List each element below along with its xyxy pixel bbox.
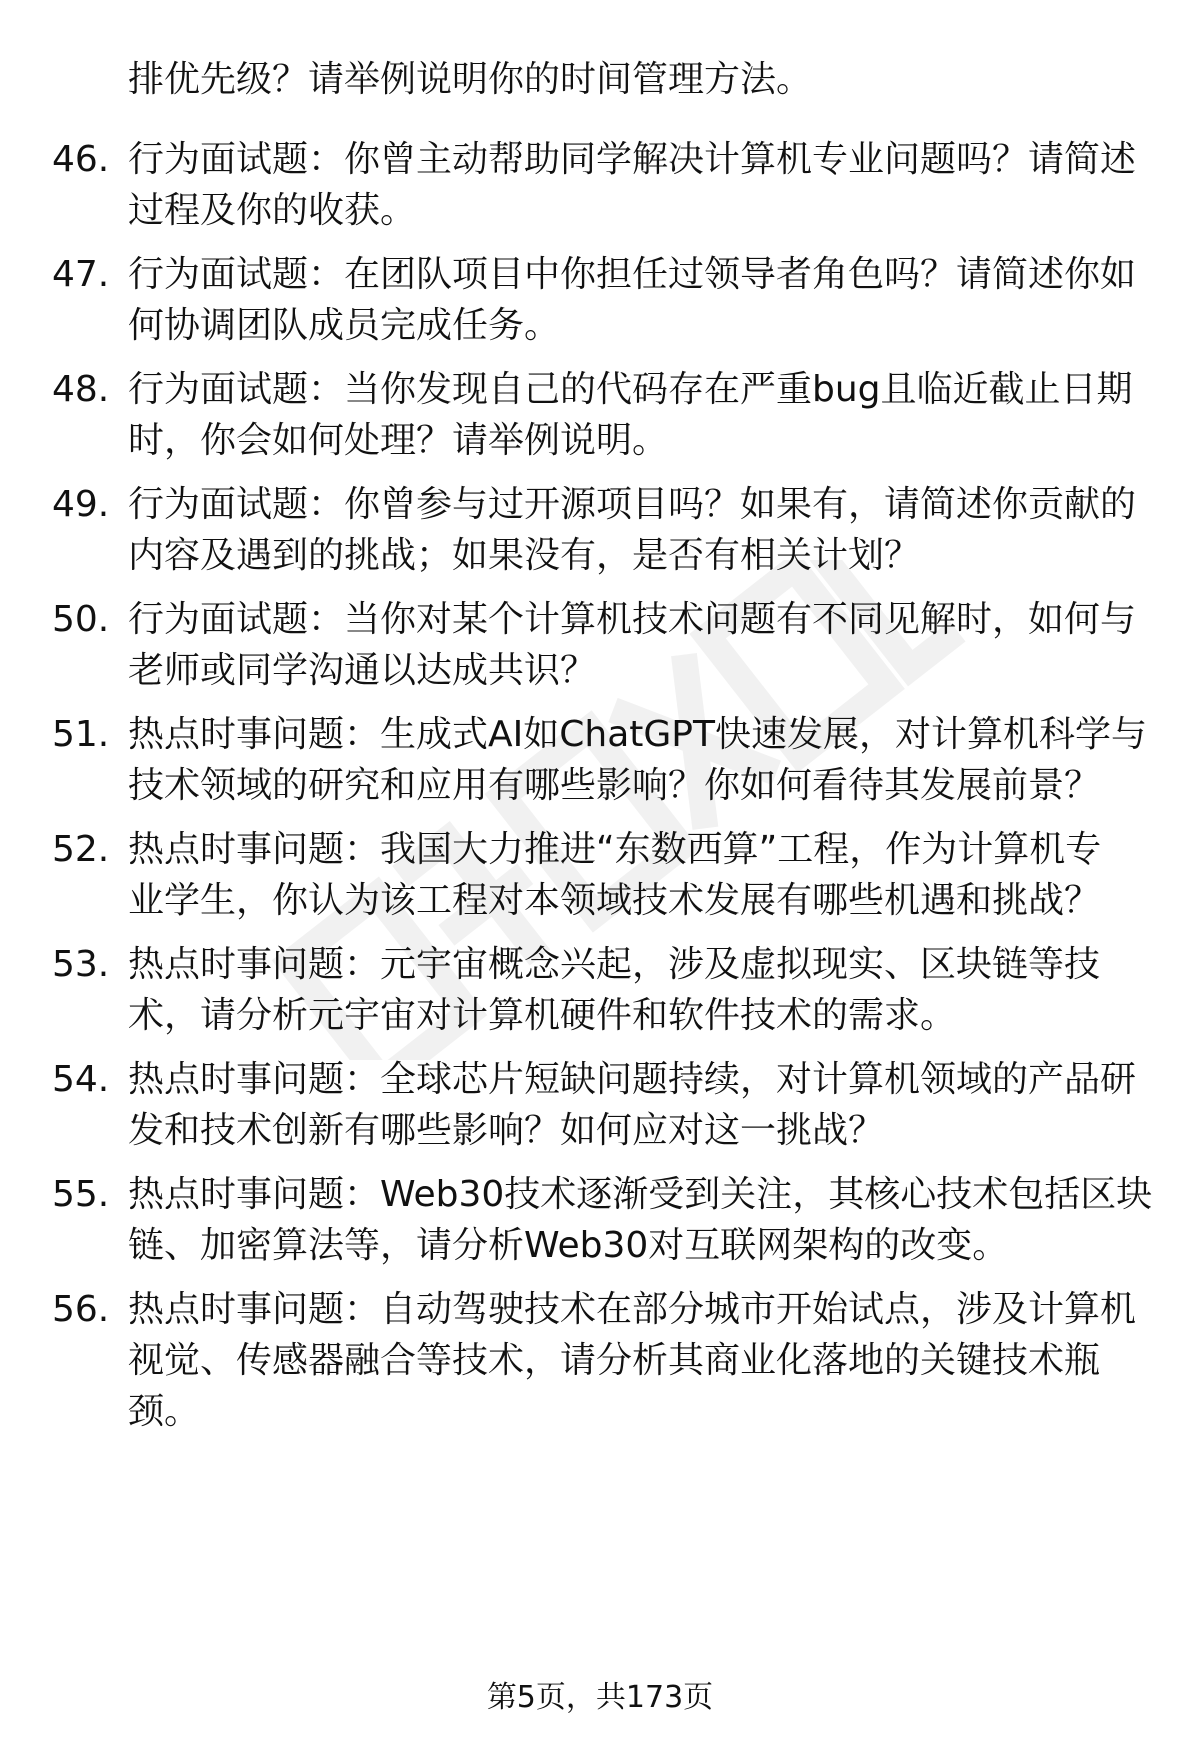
- item-text-line: 内容及遇到的挑战；如果没有，是否有相关计划？: [128, 535, 921, 576]
- item-text-line: 行为面试题：当你发现自己的代码存在严重bug且临近截止日期: [128, 369, 1133, 410]
- item-text-line: 老师或同学沟通以达成共识？: [128, 650, 597, 691]
- item-text-line: 何协调团队成员完成任务。: [128, 305, 561, 346]
- item-number: 53.: [52, 944, 110, 985]
- item-text-line: 热点时事问题：自动驾驶技术在部分城市开始试点，涉及计算机: [128, 1289, 1137, 1330]
- item-number: 52.: [52, 829, 110, 870]
- item-number: 55.: [52, 1174, 110, 1215]
- list-item: [0, 367, 1200, 461]
- item-text-line: 行为面试题：你曾参与过开源项目吗？如果有，请简述你贡献的: [128, 484, 1137, 525]
- item-text-line: 业学生，你认为该工程对本领域技术发展有哪些机遇和挑战？: [128, 880, 1101, 921]
- item-number: 46.: [52, 139, 110, 180]
- item-text-line: 行为面试题：当你对某个计算机技术问题有不同见解时，如何与: [128, 599, 1137, 640]
- item-text-line: 热点时事问题：我国大力推进“东数西算”工程，作为计算机专: [128, 829, 1102, 870]
- item-text-line: 时，你会如何处理？请举例说明。: [128, 420, 669, 461]
- list-item: [0, 482, 1200, 576]
- list-item: [0, 1057, 1200, 1151]
- list-item: [0, 252, 1200, 346]
- item-text-line: 热点时事问题：全球芯片短缺问题持续，对计算机领域的产品研: [128, 1059, 1137, 1100]
- item-number: 47.: [52, 254, 110, 295]
- item-text-line: 链、加密算法等，请分析Web30对互联网架构的改变。: [128, 1225, 1009, 1266]
- item-text-line: 热点时事问题：Web30技术逐渐受到关注，其核心技术包括区块: [128, 1174, 1153, 1215]
- item-text-line: 行为面试题：在团队项目中你担任过领导者角色吗？请简述你如: [128, 254, 1137, 295]
- item-number: 49.: [52, 484, 110, 525]
- list-item: [0, 827, 1200, 921]
- item-number: 54.: [52, 1059, 110, 1100]
- list-item: [0, 137, 1200, 231]
- item-text-line: 行为面试题：你曾主动帮助同学解决计算机专业问题吗？请简述: [128, 139, 1137, 180]
- item-text-line: 过程及你的收获。: [128, 190, 417, 231]
- item-text-line: 术，请分析元宇宙对计算机硬件和软件技术的需求。: [128, 995, 957, 1036]
- item-number: 50.: [52, 599, 110, 640]
- page-footer: 第5页，共173页: [486, 1680, 714, 1715]
- list-item: [0, 712, 1200, 806]
- item-number: 51.: [52, 714, 110, 755]
- item-text-line: 视觉、传感器融合等技术，请分析其商业化落地的关键技术瓶: [128, 1340, 1101, 1381]
- list-item: [0, 597, 1200, 691]
- item-text-line: 热点时事问题：生成式AI如ChatGPT快速发展，对计算机科学与: [128, 714, 1147, 755]
- list-item: [0, 1172, 1200, 1266]
- item-text-line: 发和技术创新有哪些影响？如何应对这一挑战？: [128, 1110, 885, 1151]
- item-text-line: 技术领域的研究和应用有哪些影响？你如何看待其发展前景？: [128, 765, 1101, 806]
- item-number: 56.: [52, 1289, 110, 1330]
- continuation-text: 排优先级？请举例说明你的时间管理方法。: [128, 59, 813, 100]
- list-item: [0, 942, 1200, 1036]
- list-item: [0, 1287, 1200, 1437]
- item-number: 48.: [52, 369, 110, 410]
- item-text-line: 热点时事问题：元宇宙概念兴起，涉及虚拟现实、区块链等技: [128, 944, 1101, 985]
- item-text-line: 颈。: [128, 1391, 201, 1432]
